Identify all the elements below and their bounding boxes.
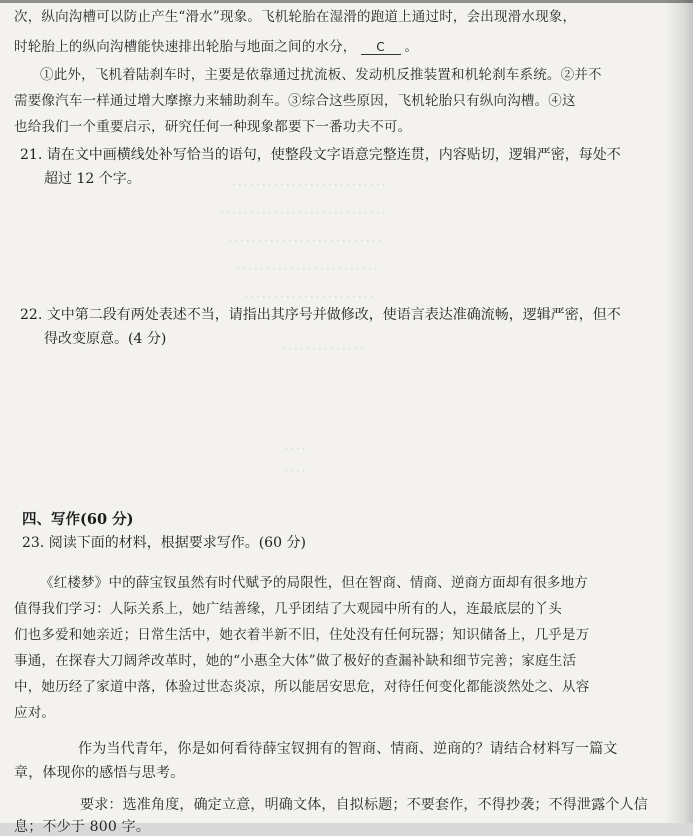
question-22-cont: 得改变原意。(4 分) (44, 331, 167, 347)
question-22: 22. 文中第二段有两处表述不当，请指出其序号并做修改，使语言表达准确流畅，逻辑严密，但不 (20, 307, 621, 323)
show-through-text: ．．．．．．．．．．．．．． (282, 338, 373, 352)
answer-blank[interactable]: C (361, 40, 401, 55)
material-line: 们也多爱和她亲近；日常生活中，她衣着半新不旧，住处没有任何玩器；知识储备上，几乎是万 (14, 627, 590, 643)
material-line: 中，她历经了家道中落，体验过世态炎凉，所以能居安思危，对待任何变化都能淡然处之、从容 (14, 679, 590, 695)
passage-line: 次，纵向沟槽可以防止产生“滑水”现象。飞机轮胎在湿滑的跑道上通过时，会出现滑水现象， (14, 9, 577, 25)
top-border (0, 0, 693, 3)
show-through-text: ．．．．．．．．．．．．．．．．．．．．．．．．．． (232, 174, 395, 188)
show-through-text: ．．．． (284, 460, 315, 474)
show-through-text: ．．．．．．．．．．．．．．．．．．．．．．．．．． (228, 230, 391, 244)
requirements-line: 息；不少于 800 字。 (14, 819, 151, 835)
material-line: 值得我们学习：人际关系上，她广结善缘，几乎团结了大观园中所有的人，连最底层的丫头 (14, 601, 562, 617)
material-line: 《红楼梦》中的薛宝钗虽然有时代赋予的局限性，但在智商、情商、逆商方面却有很多地方 (40, 575, 588, 591)
material-line: 应对。 (14, 705, 56, 721)
question-23: 23. 阅读下面的材料，根据要求写作。(60 分) (22, 535, 306, 551)
section-title-writing: 四、写作(60 分) (22, 511, 134, 528)
passage-text: 时轮胎上的纵向沟槽能快速排出轮胎与地面之间的水分， (14, 39, 357, 55)
prompt-line: 作为当代青年，你是如何看待薛宝钗拥有的智商、情商、逆商的？请结合材料写一篇文 (78, 741, 618, 757)
material-line: 事通，在探春大刀阔斧改革时，她的“小惠全大体”做了极好的查漏补缺和细节完善；家庭生活 (14, 653, 577, 669)
show-through-text: ．．．．．．．．．．．．．．．．．．．．．． (244, 286, 383, 300)
question-21: 21. 请在文中画横线处补写恰当的语句，使整段文字语意完整连贯，内容贴切，逻辑严密，每处不 (20, 147, 621, 163)
passage-line: 需要像汽车一样通过增大摩擦力来辅助刹车。③综合这些原因，飞机轮胎只有纵向沟槽。④这 (14, 93, 576, 109)
question-21-cont: 超过 12 个字。 (44, 171, 141, 187)
scan-edge-shadow (665, 0, 693, 823)
show-through-text: ．．．．．．．．．．．．．．．．．．．．．．．．．．．． (220, 202, 395, 216)
passage-line: ①此外，飞机着陆刹车时，主要是依靠通过扰流板、发动机反推装置和机轮刹车系统。②并不 (40, 67, 602, 83)
show-through-text: ．．．．．．．．．．．．．．．．．．．．．．．． (236, 258, 387, 272)
prompt-line: 章，体现你的感悟与思考。 (14, 765, 185, 781)
show-through-text: ．．．． (284, 438, 315, 452)
passage-text: 。 (404, 39, 419, 55)
passage-line (14, 38, 677, 56)
requirements-line: 要求：选准角度，确定立意，明确文体，自拟标题；不要套作，不得抄袭；不得泄露个人信 (80, 797, 648, 813)
passage-line: 也给我们一个重要启示，研究任何一种现象都要下一番功夫不可。 (14, 119, 412, 135)
